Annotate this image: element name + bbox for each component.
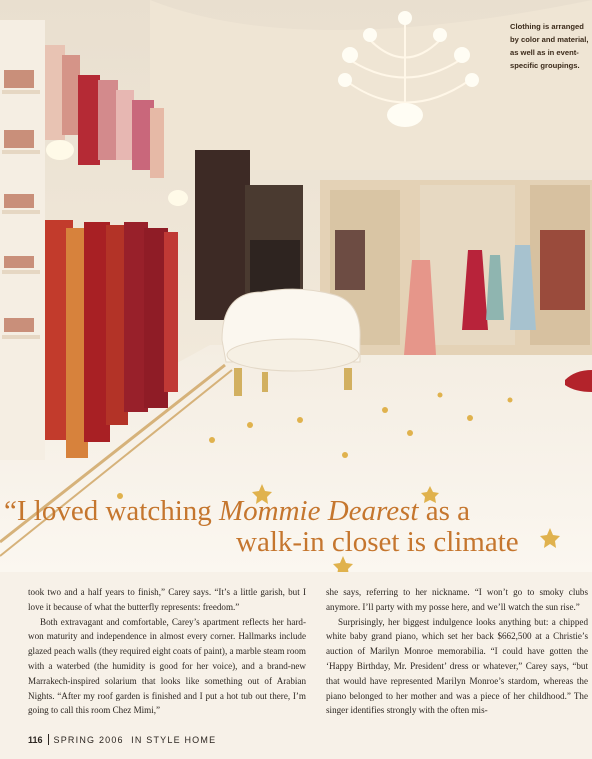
paragraph: took two and a half years to finish,” Carey says. “It’s a little garish, but I love it because of what the butterfly represents: freedom.”: [28, 587, 306, 612]
divider: [48, 734, 49, 745]
body-column-left: [28, 585, 306, 718]
paragraph: Both extravagant and comfortable, Carey’s apartment reflects her hard-won maturity and independence in almost every corner. Hallmarks include glazed peach walls (they required eight coats of paint), a marble steam room with a waterbed (the humidity is good for her voice), and a brand-new Marrakech-inspired solarium that looks like something out of Arabian Nights. “After my roof garden is finished and I put a hot tub out there, I’m going to call this room Chez Mimi,”: [28, 616, 307, 716]
pull-quote-line-2: walk-in closet is climate: [236, 526, 519, 558]
page-footer: [28, 734, 216, 745]
pull-quote-text: “I loved watching: [4, 495, 220, 527]
pull-quote-line-1: [4, 496, 470, 527]
photo-caption: [510, 20, 590, 72]
pull-quote-title: Mommie Dearest: [219, 495, 419, 527]
body-column-right: [326, 585, 588, 718]
caption-line: specific groupings.: [510, 61, 580, 70]
page-number: 116: [28, 735, 43, 745]
caption-line: as well as in event-: [510, 48, 579, 57]
caption-line: by color and material,: [510, 35, 589, 44]
pull-quote-text: as a: [418, 495, 471, 527]
paragraph: she says, referring to her nickname. “I won’t go to smoky clubs anymore. I’ll party with my posse here, and we’ll watch the sun rise.”: [326, 587, 588, 612]
caption-line: Clothing is arranged: [510, 22, 584, 31]
magazine-name: IN STYLE HOME: [131, 735, 217, 745]
issue-date: SPRING 2006: [53, 735, 124, 745]
paragraph: Surprisingly, her biggest indulgence looks anything but: a chipped white baby grand piano, which set her back $662,500 at a Christie’s auction of Marilyn Monroe memorabilia. “I could have gotten the ‘Happy Birthday, Mr. President’ dress or whatever,” Carey says, “but that would have represented Marilyn Monroe’s stardom, whereas the piano belonged to her mother and was a piece of her childhood.” The singer identifies strongly with the often mis-: [326, 616, 588, 716]
